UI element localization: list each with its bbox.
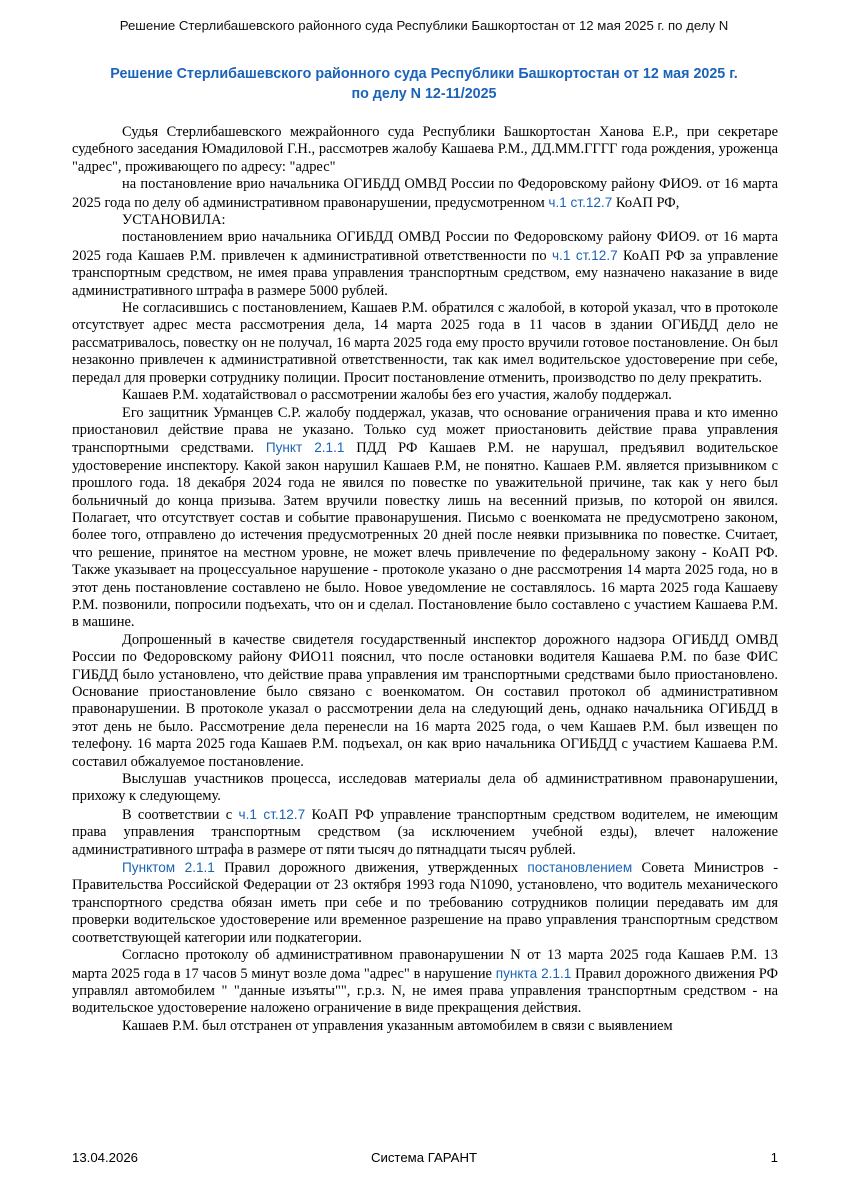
paragraph-appeal-subject: на постановление врио начальника ОГИБДД ОМВД России по Федоровскому району ФИО9. от 16 марта 2025 года по делу об административном правонарушении, предусмотренном ч.1 ст.12.7 КоАП РФ, xyxy=(72,176,778,211)
law-link[interactable]: Пункт 2.1.1 xyxy=(265,440,345,456)
document-title-line-2: по делу N 12-11/2025 xyxy=(351,86,497,102)
paragraph-intro: Судья Стерлибашевского межрайонного суда Республики Башкортостан Ханова Е.Р., при секретаре судебного заседания Юмадиловой Г.Н., рассмотрев жалобу Кашаева Р.М., ДД.ММ.ГГГГ года рождения, уроженца "адрес", проживающего по адресу: "адрес" xyxy=(72,124,778,175)
paragraph-motion: Кашаев Р.М. ходатайствовал о рассмотрении жалобы без его участия, жалобу поддержал. xyxy=(122,387,672,404)
running-header: Решение Стерлибашевского районного суда Республики Башкортостан от 12 мая 2025 г. по делу N xyxy=(119,18,729,33)
law-link[interactable]: ч.1 ст.12.7 xyxy=(551,247,618,263)
paragraph-conclusion-intro: Выслушав участников процесса, исследовав материалы дела об административном правонарушении, прихожу к следующему. xyxy=(72,771,778,805)
paragraph-established-heading: УСТАНОВИЛА: xyxy=(122,212,226,229)
document-title-line-1: Решение Стерлибашевского районного суда Республики Башкортостан от 12 мая 2025 г. xyxy=(110,66,738,82)
paragraph-defender: Его защитник Урманцев С.Р. жалобу поддержал, указав, что основание ограничения права и кто именно приостановил действие права не указано. Только суд может приостановить действие права управления транспортными средствами. Пункт 2.1.1 ПДД РФ Кашаев Р.М. не нарушал, предъявил водительское удостоверение инспектору. Какой закон нарушил Кашаев Р.М, не понятно. Кашаев Р.М. является призывником с прошлого года. 18 декабря 2024 года не явился по повестке по уважительной причине, так как у него был больничный до конца призыва. Затем вручили повестку лишь на весенний призыв, по которой он явился. Полагает, что отсутствует состав и событие правонарушения. Письмо с военкомата не предусмотрено законом, более того, отправлено до истечения предусмотренных 20 дней после неявки призывника по повестке. Считает, что решение, принятое на местном уровне, не может влечь привлечение по федеральному закону - КоАП РФ. Также указывает на процессуальное нарушение - протоколе указано о дне рассмотрения 14 марта 2025 года, но в этот день постановление составлено не было. Новое уведомление не составлялось. 16 марта 2025 года Кашаеву Р.М. позвонили, попросили подъехать, что он и сделал. Постановление было составлено с участием Кашаева Р.М. в машине. xyxy=(72,404,778,631)
footer-system: Система ГАРАНТ xyxy=(370,1150,478,1165)
paragraph-witness: Допрошенный в качестве свидетеля государственный инспектор дорожного надзора ОГИБДД ОМВД России по Федоровскому району ФИО11 пояснил, что после остановки водителя Кашаева Р.М. по базе ФИС ГИБДД было установлено, что действие права управления им транспортными средствами было приостановлено. Основание приостановление было связано с военкоматом. Он составил протокол об административном правонарушении. В протоколе указал о рассмотрении дела на следующий день, однако начальника ОГИБДД в этот день не было. Рассмотрение дела перенесли на 16 марта 2025 года, о чем Кашаев Р.М. был извещен по телефону. 16 марта 2025 года Кашаев Р.М. подъехал, он как врио начальника ОГИБДД с участием Кашаева Р.М. составил обжалуемое постановление. xyxy=(72,631,778,770)
paragraph-traffic-rules: Пунктом 2.1.1 Правил дорожного движения, утвержденных постановлением Совета Министров - Правительства Российской Федерации от 23 октября 1993 года N1090, установлено, что водитель механического транспортного средства обязан иметь при себе и по требованию сотрудников полиции передавать им для проверки водительское удостоверение или временное разрешение на право управления транспортным средством соответствующей категории или подкатегории. xyxy=(72,860,779,946)
paragraph-removal: Кашаев Р.М. был отстранен от управления указанным автомобилем в связи с выявлением xyxy=(122,1017,673,1034)
law-link[interactable]: ч.1 ст.12.7 xyxy=(548,194,613,210)
page-number: 1 xyxy=(770,1150,778,1165)
page-footer xyxy=(0,1150,848,1170)
document-body xyxy=(72,124,778,1035)
law-link[interactable]: постановлением xyxy=(527,860,633,876)
law-link[interactable]: Пунктом 2.1.1 xyxy=(122,860,215,876)
paragraph-complaint: Не согласившись с постановлением, Кашаев Р.М. обратился с жалобой, в которой указал, что в протоколе отсутствует адрес места рассмотрения дела, 14 марта 2025 года в 11 часов в здании ОГИБДД дело не рассматривалось, повестку он не получал, 16 марта 2025 года ему просто вручили готовое постановление. Он был незаконно привлечен к административной ответственности, так как имел водительское удостоверение при себе, передал для проверки сотруднику полиции. Просит постановление отменить, производство по делу прекратить. xyxy=(72,300,778,386)
footer-date: 13.04.2026 xyxy=(72,1150,139,1165)
law-link[interactable]: ч.1 ст.12.7 xyxy=(238,806,306,822)
paragraph-protocol: Согласно протоколу об административном правонарушении N от 13 марта 2025 года Кашаев Р.М. 13 марта 2025 года в 17 часов 5 минут возле дома "адрес" в нарушение пункта 2.1.1 Правил дорожного движения РФ управлял автомобилем " "данные изъяты"", г.р.з. N, не имея права управления транспортным средством - на водительское удостоверение наложено ограничение в виде прекращения действия. xyxy=(72,947,778,1017)
paragraph-law-article: В соответствии с ч.1 ст.12.7 КоАП РФ управление транспортным средством водителем, не имеющим права управления транспортным средством (за исключением учебной езды), влечет наложение административного штрафа в размере от пяти тысяч до пятнадцати тысяч рублей. xyxy=(72,806,778,858)
law-link[interactable]: пункта 2.1.1 xyxy=(495,965,572,981)
document-title xyxy=(60,64,788,104)
paragraph-resolution: постановлением врио начальника ОГИБДД ОМВД России по Федоровскому району ФИО9. от 16 марта 2025 года Кашаев Р.М. привлечен к административной ответственности по ч.1 ст.12.7 КоАП РФ за управление транспортным средством, не имея права управления транспортным средством, ему назначено наказание в виде административного штрафа в размере 5000 рублей. xyxy=(72,229,779,299)
